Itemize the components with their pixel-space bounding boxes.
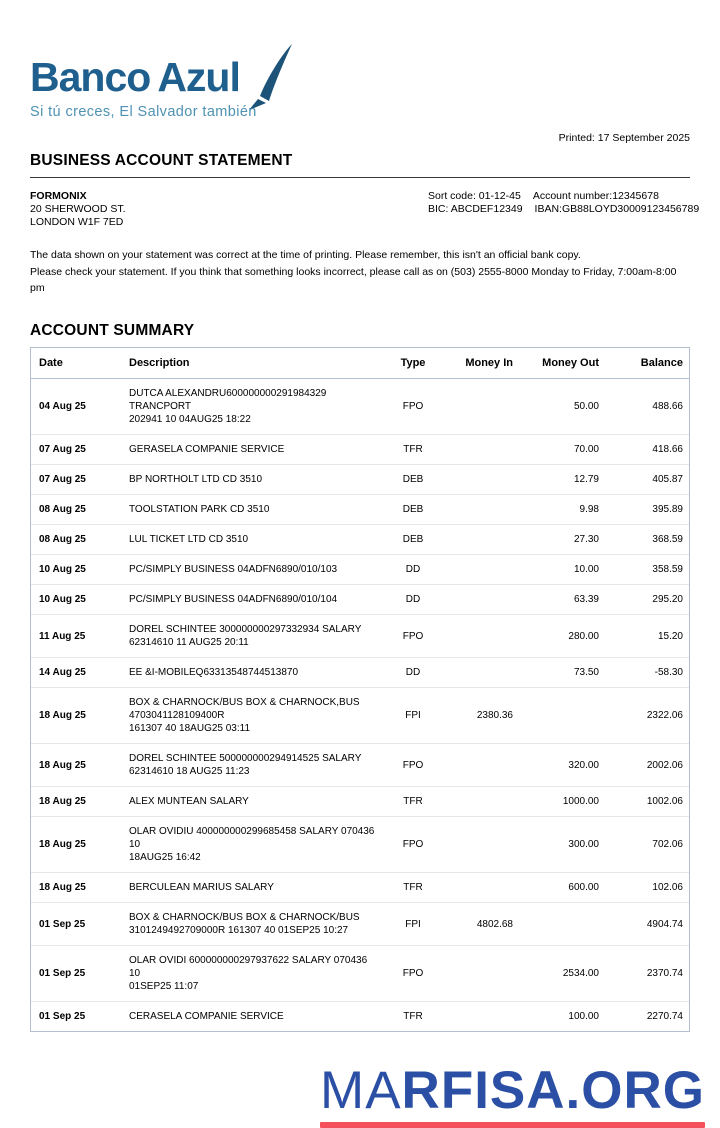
cell-type: DD [405,594,421,606]
cell-balance: 358.59 [652,564,683,576]
brand-name [30,54,240,100]
table-row [31,743,689,786]
header-description: Description [129,357,190,370]
cell-description [119,563,381,576]
cell-description [119,881,381,894]
transactions-table [30,347,690,1032]
cell-type: DEB [402,474,424,486]
cell-description [119,666,381,679]
cell-balance: 4904.74 [646,918,683,930]
cell-description [119,387,381,426]
cell-balance: -58.30 [654,667,683,679]
cell-money-out: 300.00 [568,839,599,851]
cell-type: DD [405,667,421,679]
cell-description [119,623,381,649]
cell-balance: 2002.06 [646,759,683,771]
table-row [31,524,689,554]
header-date: Date [39,357,63,370]
cell-money-out: 2534.00 [562,968,599,980]
cell-type: FPO [402,401,424,413]
description-line-1: TOOLSTATION PARK CD 3510 [129,504,270,516]
cell-date: 08 Aug 25 [39,534,86,546]
cell-balance: 368.59 [652,534,683,546]
description-line-1: DUTCA ALEXANDRU600000000291984329 TRANCPORT [129,388,327,413]
description-line-2: 202941 10 04AUG25 18:22 [129,414,251,426]
cell-description [119,954,381,993]
cell-type: DEB [402,534,424,546]
brand-logo [30,44,690,98]
cell-description [119,503,381,516]
cell-date: 07 Aug 25 [39,474,86,486]
description-line-1: BP NORTHOLT LTD CD 3510 [129,474,263,486]
cell-date: 01 Sep 25 [39,968,86,980]
brand-word-azul: Azul [157,54,240,100]
cell-money-out: 10.00 [573,564,599,576]
cell-balance: 395.89 [652,504,683,516]
description-line-2: 62314610 11 AUG25 20:11 [129,637,249,649]
page-title: BUSINESS ACCOUNT STATEMENT [30,152,690,178]
cell-type: TFR [403,1011,423,1023]
header-balance: Balance [640,357,683,370]
table-row [31,945,689,1001]
account-number: Account number:12345678 [532,190,659,202]
address-line-2: LONDON W1F 7ED [30,216,124,229]
description-line-1: CERASELA COMPANIE SERVICE [129,1011,284,1023]
cell-money-out: 70.00 [573,444,599,456]
description-line-1: PC/SIMPLY BUSINESS 04ADFN6890/010/103 [129,564,338,576]
cell-description [119,473,381,486]
cell-type: TFR [403,444,423,456]
cell-type: DEB [402,504,424,516]
cell-money-out: 320.00 [568,759,599,771]
notices [30,247,690,296]
cell-money-out: 280.00 [568,630,599,642]
notice-line-2: Please check your statement. If you think that something looks incorrect, please call as on (503) 2555-8000 Monday to Friday, 7:00am-8:00 pm [30,265,677,294]
table-row [31,614,689,657]
cell-money-in: 2380.36 [476,710,513,722]
cell-date: 04 Aug 25 [39,401,86,413]
description-line-2: 161307 40 18AUG25 03:11 [129,723,251,735]
cell-date: 18 Aug 25 [39,882,86,894]
table-row [31,494,689,524]
footer [30,1061,705,1128]
cell-money-out: 1000.00 [562,796,599,808]
account-details-line-1 [428,190,690,203]
cell-balance: 702.06 [652,839,683,851]
cell-money-out: 63.39 [573,594,599,606]
cell-type: DD [405,564,421,576]
description-line-2: 3101249492709000R 161307 40 01SEP25 10:27 [129,925,349,937]
description-line-1: ALEX MUNTEAN SALARY [129,796,249,808]
account-holder-name: FORMONIX [30,190,87,202]
description-line-2: 18AUG25 16:42 [129,852,201,864]
cell-date: 01 Sep 25 [39,918,86,930]
cell-balance: 2370.74 [646,968,683,980]
cell-date: 08 Aug 25 [39,504,86,516]
cell-date: 10 Aug 25 [39,594,86,606]
printed-date: Printed: 17 September 2025 [558,132,690,144]
cell-money-out: 100.00 [568,1011,599,1023]
table-header-row [31,348,689,379]
address-line-1: 20 SHERWOOD ST. [30,203,126,216]
cell-description [119,593,381,606]
cell-balance: 1002.06 [646,796,683,808]
brand-word-banco: Banco [30,54,151,100]
cell-type: FPO [402,630,424,642]
description-line-1: BOX & CHARNOCK/BUS BOX & CHARNOCK/BUS [129,912,360,924]
cell-money-in: 4802.68 [476,918,513,930]
cell-balance: 405.87 [652,474,683,486]
marfisa-underline [320,1122,705,1128]
cell-money-out: 73.50 [573,667,599,679]
account-info-section [30,190,700,229]
cell-balance: 2322.06 [646,710,683,722]
cell-type: FPO [402,968,424,980]
marfisa-text-light: MA [320,1061,402,1121]
account-holder-block [30,190,126,229]
header-money-in: Money In [465,357,513,370]
cell-balance: 488.66 [652,401,683,413]
table-row [31,554,689,584]
cell-money-out: 27.30 [573,534,599,546]
marfisa-logo-text [320,1061,705,1121]
table-row [31,584,689,614]
transactions-body [31,379,689,1031]
description-line-1: OLAR OVIDI 600000000297937622 SALARY 070436 10 [129,955,368,980]
description-line-2: 01SEP25 11:07 [129,981,199,993]
cell-description [119,696,381,735]
account-details-block [428,190,700,229]
table-row [31,786,689,816]
cell-description [119,795,381,808]
cell-description [119,752,381,778]
cell-money-out: 50.00 [573,401,599,413]
table-row [31,902,689,945]
cell-description [119,533,381,546]
cell-type: TFR [403,796,423,808]
description-line-1: DOREL SCHINTEE 300000000297332934 SALARY [129,624,362,636]
cell-money-out: 600.00 [568,882,599,894]
description-line-1: BOX & CHARNOCK/BUS BOX & CHARNOCK,BUS 4703041128109400R [129,697,360,722]
cell-date: 18 Aug 25 [39,839,86,851]
cell-description [119,911,381,937]
description-line-1: LUL TICKET LTD CD 3510 [129,534,249,546]
brand-tagline: Si tú creces, El Salvador también [30,104,257,120]
marfisa-logo [320,1061,705,1128]
account-details-line-2 [428,203,700,216]
cell-balance: 102.06 [652,882,683,894]
cell-money-out: 12.79 [573,474,599,486]
cell-description [119,1010,381,1023]
cell-balance: 15.20 [657,630,683,642]
table-row [31,657,689,687]
table-row [31,816,689,872]
cell-balance: 2270.74 [646,1011,683,1023]
quill-icon [248,44,294,110]
cell-money-out: 9.98 [579,504,599,516]
description-line-1: GERASELA COMPANIE SERVICE [129,444,285,456]
table-row [31,1001,689,1031]
iban: IBAN:GB88LOYD30009123456789 [534,203,700,216]
cell-date: 01 Sep 25 [39,1011,86,1023]
cell-type: FPI [405,710,421,722]
cell-type: FPI [405,918,421,930]
sort-code: Sort code: 01-12-45 [428,190,521,202]
bic: BIC: ABCDEF12349 [428,203,523,216]
cell-balance: 295.20 [652,594,683,606]
marfisa-text-bold: RFISA.ORG [401,1061,705,1121]
brand-header [30,0,690,120]
header-money-out: Money Out [542,357,599,370]
description-line-1: DOREL SCHINTEE 500000000294914525 SALARY [129,753,362,765]
table-row [31,687,689,743]
table-row [31,434,689,464]
cell-date: 11 Aug 25 [39,630,86,642]
cell-date: 10 Aug 25 [39,564,86,576]
cell-description [119,825,381,864]
table-row [31,379,689,434]
notice-line-1: The data shown on your statement was correct at the time of printing. Please remember, this isn't an official bank copy. [30,249,581,262]
description-line-2: 62314610 18 AUG25 11:23 [129,766,250,778]
cell-date: 14 Aug 25 [39,667,86,679]
cell-date: 18 Aug 25 [39,796,86,808]
cell-date: 07 Aug 25 [39,444,86,456]
description-line-1: EE &I-MOBILEQ63313548744513870 [129,667,299,679]
cell-date: 18 Aug 25 [39,759,86,771]
table-row [31,464,689,494]
cell-type: TFR [403,882,423,894]
description-line-1: BERCULEAN MARIUS SALARY [129,882,274,894]
header-type: Type [400,357,426,370]
cell-date: 18 Aug 25 [39,710,86,722]
cell-type: FPO [402,839,424,851]
cell-type: FPO [402,759,424,771]
description-line-1: OLAR OVIDIU 400000000299685458 SALARY 070436 10 [129,826,375,851]
cell-description [119,443,381,456]
cell-balance: 418.66 [652,444,683,456]
table-row [31,872,689,902]
description-line-1: PC/SIMPLY BUSINESS 04ADFN6890/010/104 [129,594,338,606]
summary-title: ACCOUNT SUMMARY [30,322,195,340]
